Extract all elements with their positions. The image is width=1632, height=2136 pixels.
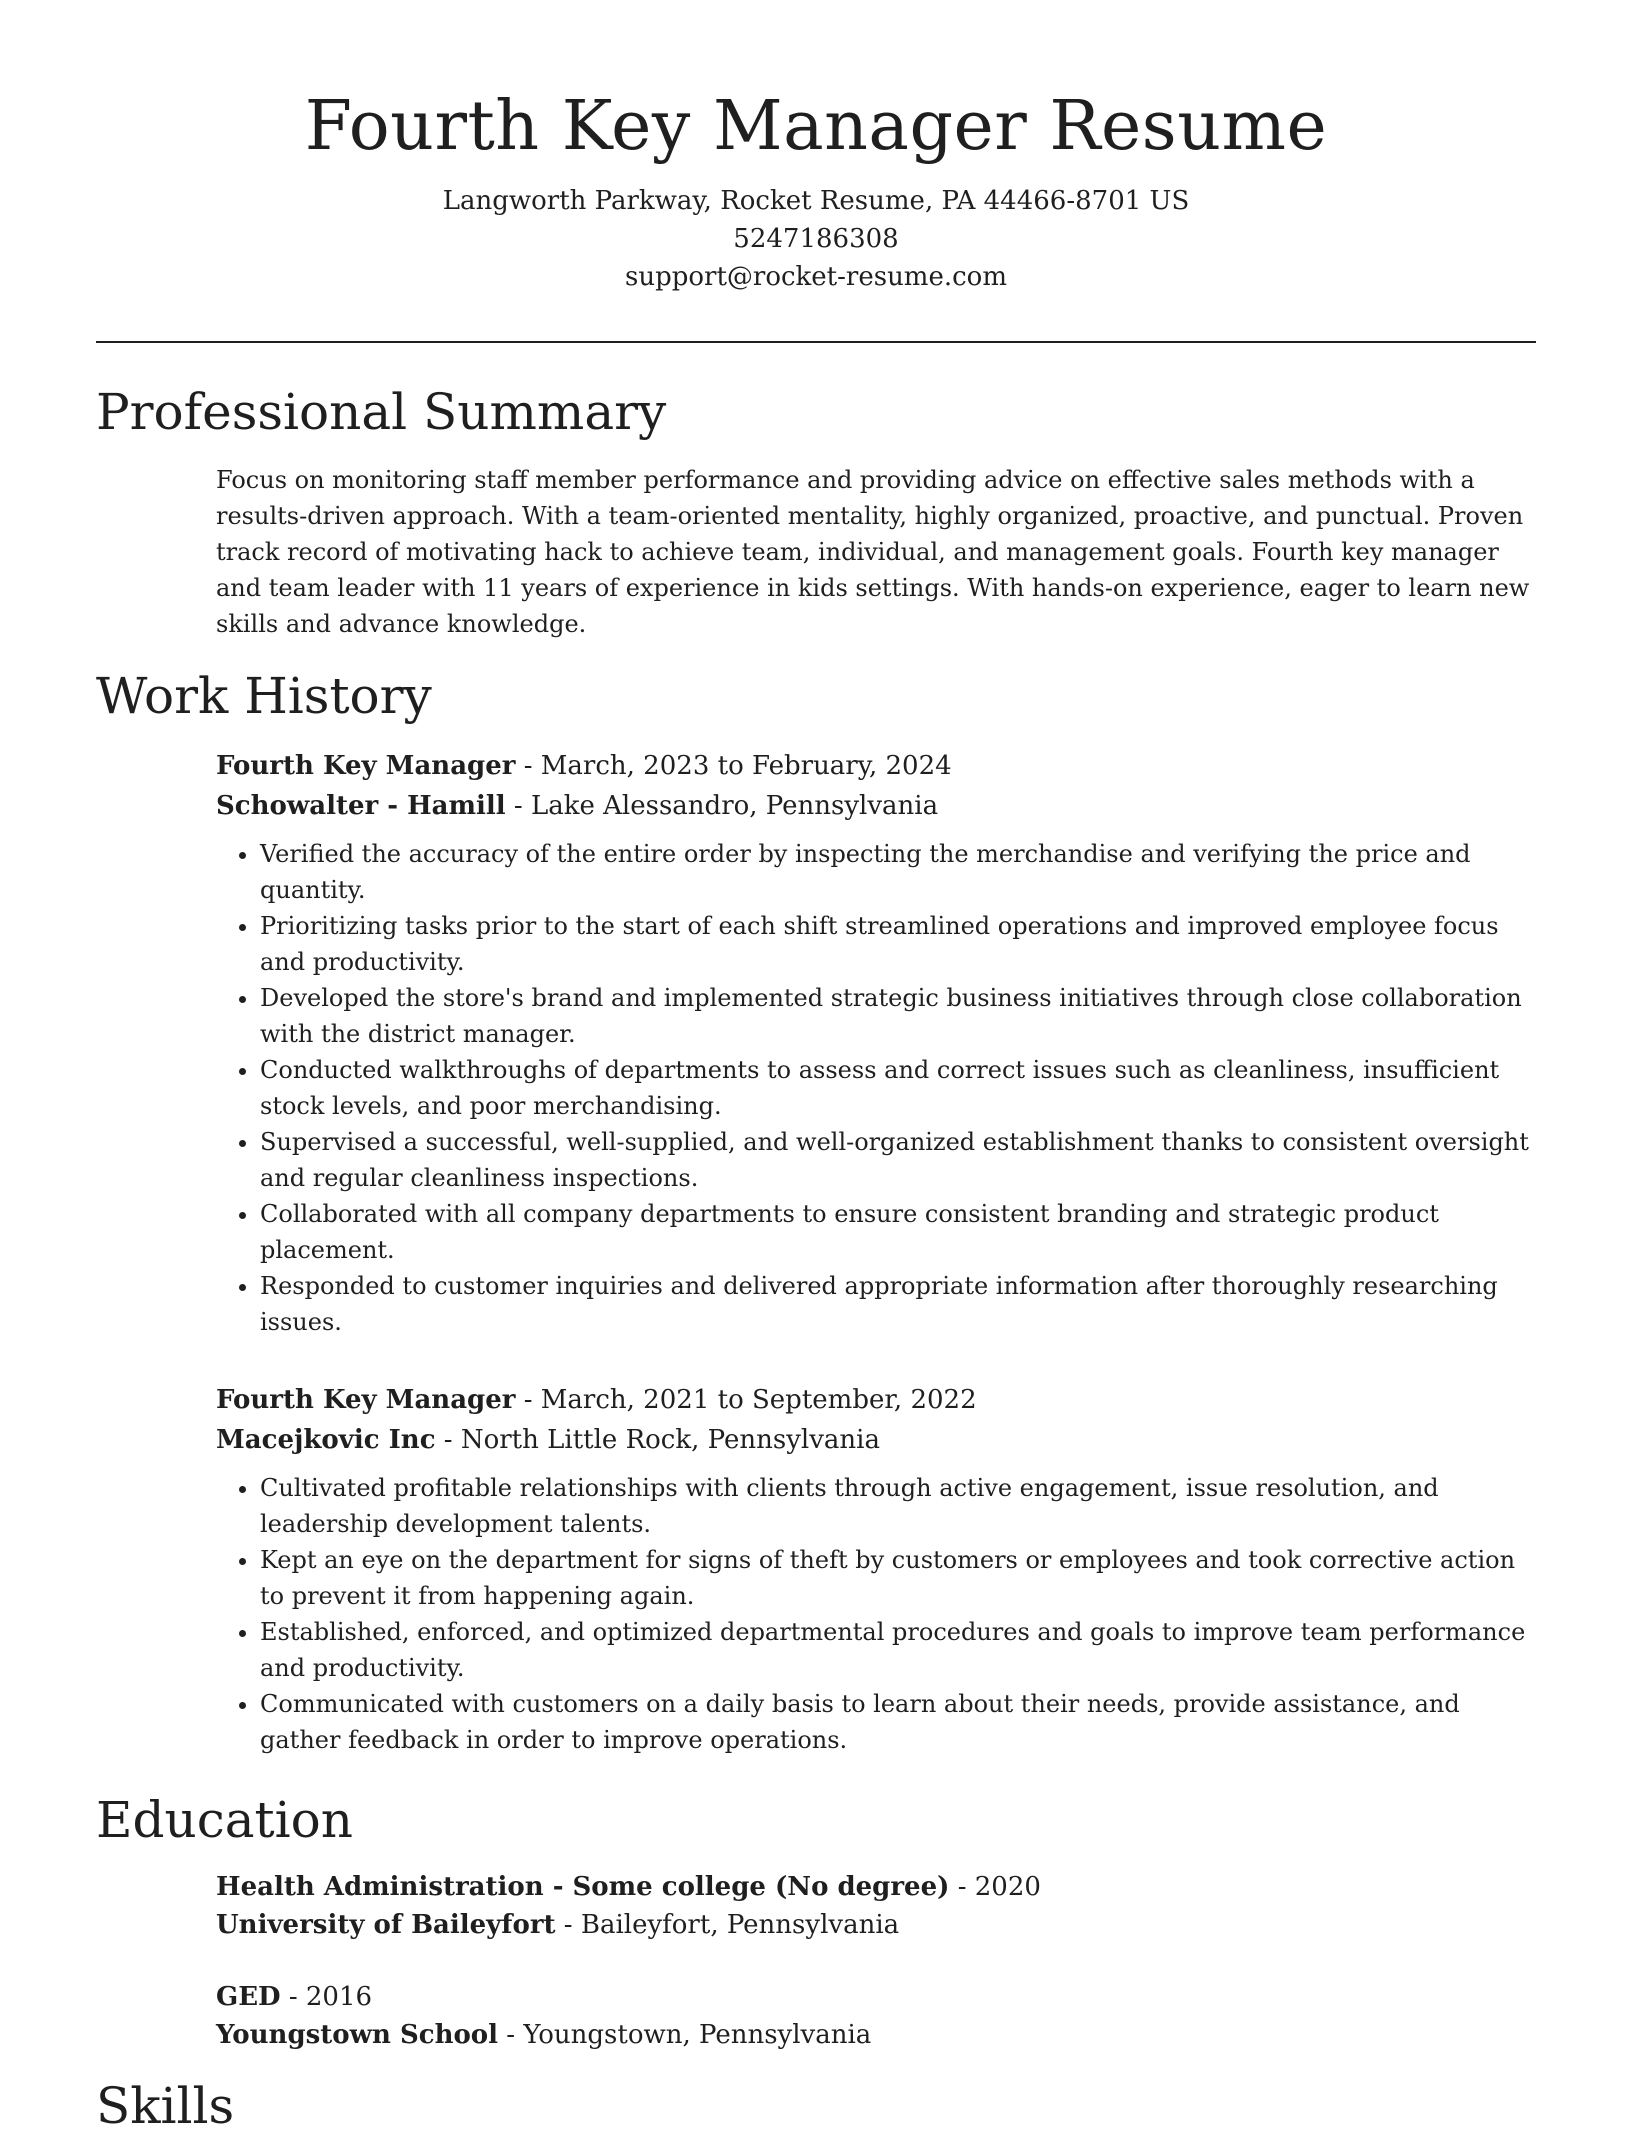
header-divider bbox=[96, 341, 1536, 343]
resume-title: Fourth Key Manager Resume bbox=[304, 87, 1328, 166]
job-dates: - March, 2023 to February, 2024 bbox=[515, 751, 952, 781]
job-bullet: • Collaborated with all company departments to ensure consistent branding and strategic product placement. bbox=[260, 1196, 1536, 1268]
job-bullet: • Supervised a successful, well-supplied, and well-organized establishment thanks to consistent oversight and regular cleanliness inspections. bbox=[260, 1124, 1536, 1196]
job-role: Fourth Key Manager bbox=[216, 751, 516, 781]
job-bullets bbox=[216, 836, 1536, 1340]
education-degree: GED bbox=[216, 1982, 281, 2012]
job-bullet: • Communicated with customers on a daily basis to learn about their needs, provide assistance, and gather feedback in order to improve operations. bbox=[260, 1686, 1536, 1758]
job-bullet: • Developed the store's brand and implemented strategic business initiatives through close collaboration with the district manager. bbox=[260, 980, 1536, 1052]
section-title-education: Education bbox=[96, 1791, 353, 1849]
job-entry-2 bbox=[216, 1380, 1536, 1758]
education-degree-line bbox=[216, 1978, 1536, 2016]
education-year: - 2016 bbox=[280, 1982, 373, 2012]
contact-info bbox=[0, 182, 1632, 296]
job-entry-1 bbox=[216, 746, 1536, 1340]
job-bullet: • Verified the accuracy of the entire order by inspecting the merchandise and verifying the price and quantity. bbox=[260, 836, 1536, 908]
job-location: - North Little Rock, Pennsylvania bbox=[435, 1425, 880, 1455]
section-title-work-history: Work History bbox=[96, 667, 432, 725]
job-role: Fourth Key Manager bbox=[216, 1385, 516, 1415]
education-location: - Youngstown, Pennsylvania bbox=[498, 2020, 872, 2050]
education-location: - Baileyfort, Pennsylvania bbox=[555, 1910, 900, 1940]
job-dates: - March, 2021 to September, 2022 bbox=[515, 1385, 977, 1415]
job-bullet: • Cultivated profitable relationships with clients through active engagement, issue resolution, and leadership development talents. bbox=[260, 1470, 1536, 1542]
resume-header bbox=[0, 0, 1632, 296]
contact-address: Langworth Parkway, Rocket Resume, PA 44466-8701 US bbox=[442, 186, 1190, 216]
job-company-line bbox=[216, 786, 1536, 826]
job-bullet: • Established, enforced, and optimized departmental procedures and goals to improve team performance and productivity. bbox=[260, 1614, 1536, 1686]
education-school: Youngstown School bbox=[216, 2020, 499, 2050]
job-bullet: • Kept an eye on the department for signs of theft by customers or employees and took corrective action to prevent it from happening again. bbox=[260, 1542, 1536, 1614]
education-school-line bbox=[216, 1906, 1536, 1944]
section-title-summary: Professional Summary bbox=[96, 383, 667, 441]
education-degree: Health Administration - Some college (No degree) bbox=[216, 1872, 950, 1902]
job-location: - Lake Alessandro, Pennsylvania bbox=[505, 791, 939, 821]
summary-text: Focus on monitoring staff member performance and providing advice on effective sales methods with a results-driven approach. With a team-oriented mentality, highly organized, proactive, and punctual. Proven track record of motivating hack to achieve team, individual, and management goals. Fourth key manager and team leader with 11 years of experience in kids settings. With hands-on experience, eager to learn new skills and advance knowledge. bbox=[216, 466, 1530, 638]
section-title-skills: Skills bbox=[96, 2077, 235, 2135]
job-bullet: • Conducted walkthroughs of departments to assess and correct issues such as cleanliness, insufficient stock levels, and poor merchandising. bbox=[260, 1052, 1536, 1124]
contact-phone: 5247186308 bbox=[733, 224, 899, 254]
job-bullets bbox=[216, 1470, 1536, 1758]
job-company-line bbox=[216, 1420, 1536, 1460]
education-entry-2 bbox=[216, 1978, 1536, 2054]
education-year: - 2020 bbox=[949, 1872, 1041, 1902]
education-school: University of Baileyfort bbox=[216, 1910, 556, 1940]
job-bullet: • Prioritizing tasks prior to the start of each shift streamlined operations and improved employee focus and productivity. bbox=[260, 908, 1536, 980]
education-entry-1 bbox=[216, 1868, 1536, 1944]
contact-email: support@rocket-resume.com bbox=[624, 262, 1007, 292]
job-company: Macejkovic Inc bbox=[216, 1425, 436, 1455]
job-title-line bbox=[216, 746, 1536, 786]
job-bullet: • Responded to customer inquiries and delivered appropriate information after thoroughly researching issues. bbox=[260, 1268, 1536, 1340]
education-school-line bbox=[216, 2016, 1536, 2054]
education-degree-line bbox=[216, 1868, 1536, 1906]
job-title-line bbox=[216, 1380, 1536, 1420]
job-company: Schowalter - Hamill bbox=[216, 791, 506, 821]
